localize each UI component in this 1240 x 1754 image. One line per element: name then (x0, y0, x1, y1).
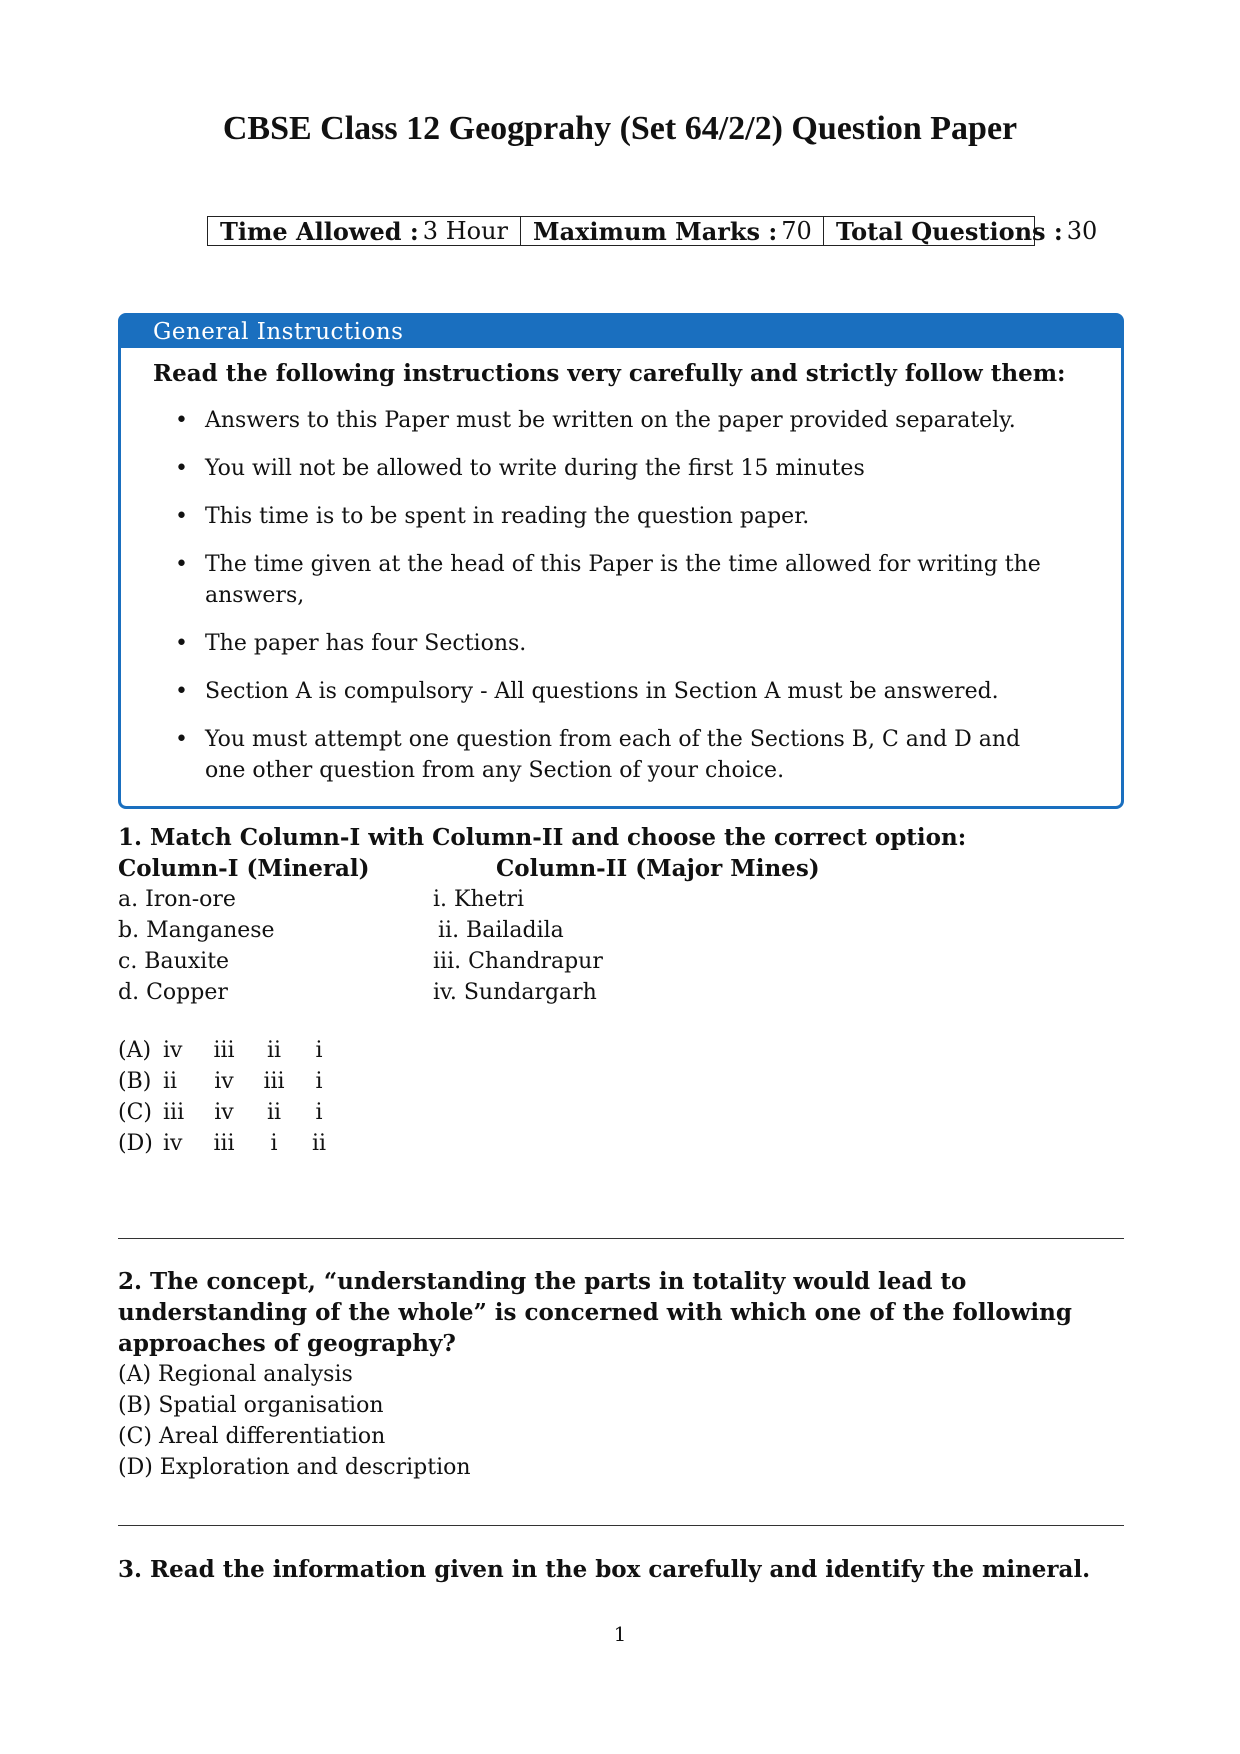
instruction-item (175, 501, 1121, 532)
instruction-item (175, 628, 1121, 659)
option-value: i (315, 1069, 323, 1094)
instruction-text: The time given at the head of this Paper is the time allowed for writing the answers, (205, 552, 1041, 608)
maximum-marks-label: Maximum Marks : (533, 216, 778, 246)
option-value: ii (163, 1069, 178, 1094)
question-2 (118, 1266, 1124, 1483)
match-row (118, 946, 1124, 977)
answer-option[interactable] (118, 1066, 1124, 1097)
instruction-text: You will not be allowed to write during the first 15 minutes (205, 456, 865, 481)
page-title: CBSE Class 12 Geogprahy (Set 64/2/2) Question Paper (222, 110, 1018, 147)
instruction-item (175, 724, 1121, 786)
instructions-lead: Read the following instructions very carefully and strictly follow them: (153, 360, 1066, 387)
option-value: iii (213, 1131, 235, 1156)
option-value: iii (163, 1100, 185, 1125)
instruction-text: This time is to be spent in reading the question paper. (205, 504, 810, 529)
option-value: ii (266, 1038, 282, 1063)
instructions-heading: General Instructions (121, 316, 1121, 348)
total-questions-cell (823, 217, 1109, 245)
option-label: (B) (118, 1069, 152, 1094)
instruction-item (175, 405, 1121, 436)
time-allowed-value: 3 Hour (422, 217, 509, 245)
instruction-text: Section A is compulsory - All questions in Section A must be answered. (205, 679, 999, 704)
time-allowed-cell (208, 217, 520, 245)
option-value: ii (311, 1131, 327, 1156)
answer-option[interactable] (118, 1035, 1124, 1066)
option-value: ii (266, 1100, 282, 1125)
instruction-item (175, 549, 1121, 611)
question-3 (118, 1554, 1124, 1585)
option-value: i (270, 1131, 278, 1156)
column-2-item: ii. Bailadila (438, 918, 564, 943)
question-1-text: 1. Match Column-I with Column-II and choose the correct option: (118, 824, 967, 851)
option-value: i (315, 1038, 323, 1063)
instructions-list (121, 405, 1121, 786)
question-3-text: 3. Read the information given in the box carefully and identify the mineral. (118, 1556, 1091, 1583)
match-row (118, 977, 1124, 1008)
question-1-options (118, 1035, 1124, 1159)
option-label: (C) (118, 1100, 152, 1125)
column-1-item: c. Bauxite (118, 949, 230, 974)
general-instructions-box (118, 313, 1124, 809)
instruction-text: You must attempt one question from each of the Sections B, C and D and one other question from any Section of your choice. (205, 727, 1021, 783)
answer-option[interactable]: (B) Spatial organisation (118, 1393, 384, 1418)
answer-option[interactable] (118, 1097, 1124, 1128)
instruction-text: Answers to this Paper must be written on the paper provided separately. (205, 408, 1016, 433)
column-1-item: d. Copper (118, 980, 228, 1005)
answer-option[interactable]: (D) Exploration and description (118, 1455, 471, 1480)
question-2-text: 2. The concept, “understanding the parts in totality would lead to understanding of the whole” is concerned with which one of the following approaches of geography? (118, 1268, 1072, 1357)
option-value: iv (214, 1069, 234, 1094)
match-row (118, 915, 1124, 946)
instruction-item (175, 676, 1121, 707)
page-number: 1 (613, 1622, 627, 1646)
instruction-item (175, 453, 1121, 484)
instruction-text: The paper has four Sections. (205, 631, 527, 656)
option-value: iv (163, 1038, 183, 1063)
answer-option[interactable] (118, 1128, 1124, 1159)
column-2-item: iv. Sundargarh (433, 980, 597, 1005)
bullet-icon: • (175, 504, 188, 529)
match-column-headings (118, 853, 1124, 884)
exam-meta-table (207, 216, 1098, 246)
option-value: i (315, 1100, 323, 1125)
bullet-icon: • (175, 727, 188, 752)
column-1-item: b. Manganese (118, 918, 275, 943)
column-1-heading: Column-I (Mineral) (118, 855, 370, 882)
time-allowed-label: Time Allowed : (220, 216, 419, 246)
maximum-marks-cell (520, 217, 823, 245)
option-value: iv (214, 1100, 234, 1125)
bullet-icon: • (175, 456, 188, 481)
bullet-icon: • (175, 408, 188, 433)
answer-option[interactable]: (A) Regional analysis (118, 1362, 353, 1387)
section-divider (118, 1525, 1124, 1526)
option-value: iii (213, 1038, 235, 1063)
option-label: (A) (118, 1038, 152, 1063)
column-2-item: i. Khetri (433, 887, 525, 912)
maximum-marks-value: 70 (781, 217, 812, 245)
bullet-icon: • (175, 552, 188, 577)
match-row (118, 884, 1124, 915)
answer-option[interactable]: (C) Areal differentiation (118, 1424, 386, 1449)
section-divider (118, 1238, 1124, 1239)
question-1 (118, 822, 1124, 1159)
column-1-item: a. Iron-ore (118, 887, 236, 912)
bullet-icon: • (175, 679, 188, 704)
option-label: (D) (118, 1131, 153, 1156)
column-2-item: iii. Chandrapur (433, 949, 603, 974)
total-questions-label: Total Questions : (836, 216, 1063, 246)
bullet-icon: • (175, 631, 188, 656)
option-value: iii (263, 1069, 285, 1094)
option-value: iv (163, 1131, 183, 1156)
column-2-heading: Column-II (Major Mines) (496, 855, 820, 882)
total-questions-value: 30 (1066, 217, 1098, 245)
